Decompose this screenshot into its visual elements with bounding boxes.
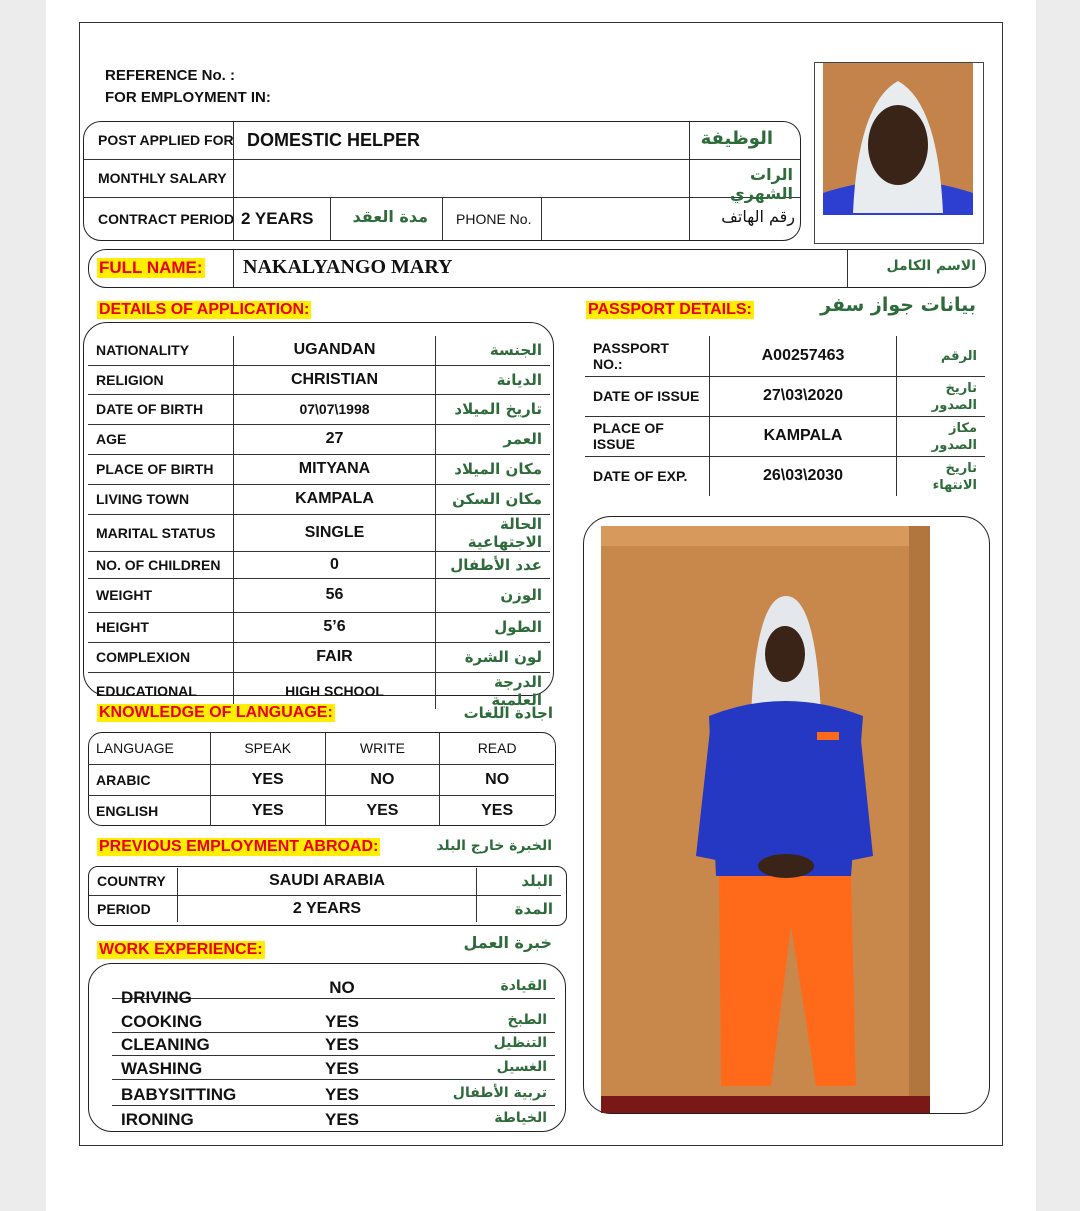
application-value: 5’6 — [234, 612, 436, 642]
application-value: HIGH SCHOOL — [234, 672, 436, 709]
salary-label: MONTHLY SALARY — [98, 170, 227, 186]
passport-row — [585, 336, 985, 376]
passport-arabic-text: الرقم — [940, 349, 977, 365]
application-row — [88, 578, 550, 612]
language-name: ARABIC — [88, 764, 210, 795]
phone-arabic: رقم الهاتف — [721, 207, 795, 226]
language-heading: KNOWLEDGE OF LANGUAGE: — [99, 704, 333, 721]
application-label: MARITAL STATUS — [88, 514, 234, 551]
application-arabic-text: الجنسة — [489, 341, 542, 360]
phone-label: PHONE No. — [456, 211, 532, 227]
application-arabic — [436, 365, 551, 394]
work-row — [112, 1055, 555, 1080]
application-label: NO. OF CHILDREN — [88, 551, 234, 578]
work-arabic: تربية الأطفال — [452, 1085, 547, 1101]
previous-row — [89, 895, 561, 922]
application-arabic-text: لون الشرة — [464, 648, 542, 666]
application-arabic-text: الديانة — [496, 370, 542, 389]
passport-label: PASSPORT NO.: — [585, 336, 710, 376]
language-value: YES — [210, 764, 325, 795]
full-body-photo — [601, 526, 930, 1113]
language-value: YES — [210, 795, 325, 826]
language-name: ENGLISH — [88, 795, 210, 826]
application-heading: DETAILS OF APPLICATION: — [99, 301, 310, 318]
work-heading-arabic: خبرة العمل — [463, 933, 552, 952]
application-arabic — [436, 424, 551, 454]
work-value: YES — [324, 1110, 360, 1129]
work-row — [112, 1008, 555, 1033]
divider — [847, 250, 848, 287]
work-skill: CLEANING — [121, 1035, 210, 1054]
application-row — [88, 454, 550, 484]
application-arabic-text: الدرجة العلمية — [491, 672, 542, 709]
application-value: 56 — [234, 578, 436, 612]
application-arabic — [436, 394, 551, 424]
divider — [330, 197, 331, 240]
passport-heading: PASSPORT DETAILS: — [588, 301, 752, 318]
passport-value: 26\03\2030 — [710, 456, 897, 496]
application-row — [88, 551, 550, 578]
work-skill: IRONING — [121, 1110, 194, 1129]
previous-heading: PREVIOUS EMPLOYMENT ABROAD: — [99, 838, 379, 855]
previous-table — [89, 868, 561, 922]
work-skill: DRIVING — [121, 988, 192, 1007]
application-label: AGE — [88, 424, 234, 454]
work-value: YES — [324, 1059, 360, 1078]
application-table — [88, 336, 550, 709]
work-row — [112, 974, 555, 1007]
application-value: 07\07\1998 — [234, 394, 436, 424]
language-value: NO — [325, 764, 440, 795]
previous-heading-arabic: الخبرة خارج البلد — [436, 838, 552, 854]
work-arabic: الغسيل — [496, 1059, 547, 1075]
work-value: YES — [324, 1085, 360, 1104]
application-value: KAMPALA — [234, 484, 436, 514]
application-arabic — [436, 514, 551, 551]
language-value: YES — [440, 795, 554, 826]
application-value: 0 — [234, 551, 436, 578]
full-name-label: FULL NAME: — [99, 258, 203, 277]
passport-arabic-text: تاريخ الصدور — [931, 381, 977, 413]
application-arabic — [436, 578, 551, 612]
passport-value: 27\03\2020 — [710, 376, 897, 416]
application-label: NATIONALITY — [88, 336, 234, 365]
application-row — [88, 394, 550, 424]
application-arabic-text: العمر — [503, 430, 542, 448]
headshot-photo — [823, 63, 973, 215]
divider — [84, 159, 800, 160]
previous-label: PERIOD — [89, 895, 178, 922]
full-name-value: NAKALYANGO MARY — [243, 256, 453, 278]
application-arabic — [436, 612, 551, 642]
passport-arabic — [897, 416, 986, 456]
application-arabic — [436, 454, 551, 484]
salary-arabic: الرات الشهري — [730, 165, 793, 203]
application-arabic — [436, 484, 551, 514]
passport-row — [585, 456, 985, 496]
full-name-arabic: الاسم الكامل — [886, 258, 976, 274]
passport-value: A00257463 — [710, 336, 897, 376]
contract-label: CONTRACT PERIOD — [98, 211, 235, 227]
contract-value: 2 YEARS — [241, 209, 314, 228]
application-arabic — [436, 551, 551, 578]
passport-row — [585, 416, 985, 456]
passport-arabic — [897, 456, 986, 496]
application-row — [88, 612, 550, 642]
work-value: YES — [324, 1012, 360, 1031]
previous-label: COUNTRY — [89, 868, 178, 895]
language-header-cell: READ — [440, 733, 554, 764]
application-value: UGANDAN — [234, 336, 436, 365]
language-header-row — [88, 733, 554, 764]
application-arabic — [436, 336, 551, 365]
work-skill: BABYSITTING — [121, 1085, 237, 1104]
previous-arabic — [477, 868, 562, 895]
work-arabic: القيادة — [500, 978, 547, 994]
work-arabic: الخياطة — [494, 1110, 547, 1126]
passport-table — [585, 336, 985, 496]
passport-arabic-text: تاريخ الانتهاء — [932, 461, 977, 494]
work-row — [112, 1031, 555, 1056]
application-arabic-text: تاريخ الميلاد — [454, 400, 542, 418]
work-row — [112, 1081, 555, 1106]
reference-label: REFERENCE No. : — [105, 67, 236, 84]
application-arabic-text: الوزن — [500, 586, 542, 604]
application-value: FAIR — [234, 642, 436, 672]
employment-label: FOR EMPLOYMENT IN: — [105, 89, 271, 106]
divider — [442, 197, 443, 240]
application-label: COMPLEXION — [88, 642, 234, 672]
passport-arabic — [897, 376, 986, 416]
passport-arabic-text: مكاز الصدور — [931, 421, 977, 453]
passport-label: DATE OF EXP. — [585, 456, 710, 496]
work-arabic: التنظيل — [493, 1035, 547, 1051]
post-label: POST APPLIED FOR — [98, 132, 234, 148]
language-value: NO — [440, 764, 554, 795]
application-row — [88, 642, 550, 672]
application-arabic — [436, 642, 551, 672]
divider — [541, 197, 542, 240]
application-row — [88, 424, 550, 454]
application-row — [88, 365, 550, 394]
language-row — [88, 795, 554, 826]
previous-arabic-text: البلد — [521, 872, 553, 891]
language-heading-arabic: اجادة اللغات — [463, 704, 553, 722]
previous-value: 2 YEARS — [178, 895, 477, 922]
contract-arabic: مدة العقد — [352, 207, 428, 226]
passport-label: DATE OF ISSUE — [585, 376, 710, 416]
language-header-cell: LANGUAGE — [88, 733, 210, 764]
application-label: WEIGHT — [88, 578, 234, 612]
application-arabic-text: عدد الأطفال — [450, 555, 542, 574]
previous-arabic — [477, 895, 562, 922]
work-skill: COOKING — [121, 1012, 203, 1031]
application-arabic-text: مكان الميلاد — [454, 460, 542, 478]
application-value: CHRISTIAN — [234, 365, 436, 394]
language-table — [88, 733, 554, 826]
language-row — [88, 764, 554, 795]
application-arabic-text: الحالة الاجتهاعية — [467, 514, 542, 551]
application-row — [88, 484, 550, 514]
passport-label: PLACE OF ISSUE — [585, 416, 710, 456]
language-header-cell: WRITE — [325, 733, 440, 764]
application-value: SINGLE — [234, 514, 436, 551]
divider — [233, 250, 234, 287]
work-arabic: الطبخ — [507, 1012, 547, 1028]
application-arabic-text: مكان السكن — [452, 490, 542, 508]
application-label: HEIGHT — [88, 612, 234, 642]
application-row — [88, 514, 550, 551]
application-label: LIVING TOWN — [88, 484, 234, 514]
passport-value: KAMPALA — [710, 416, 897, 456]
application-row — [88, 336, 550, 365]
language-header-cell: SPEAK — [210, 733, 325, 764]
passport-arabic — [897, 336, 986, 376]
language-value: YES — [325, 795, 440, 826]
work-row — [112, 1106, 555, 1130]
passport-heading-arabic: بيانات جواز سفر — [820, 294, 976, 316]
application-label: EDUCATIONAL — [88, 672, 234, 709]
previous-row — [89, 868, 561, 895]
work-value: YES — [324, 1035, 360, 1054]
application-arabic-text: الطول — [494, 618, 542, 636]
divider — [689, 122, 690, 240]
work-heading: WORK EXPERIENCE: — [99, 941, 263, 958]
previous-value: SAUDI ARABIA — [178, 868, 477, 895]
work-skill: WASHING — [121, 1059, 203, 1078]
passport-row — [585, 376, 985, 416]
application-label: PLACE OF BIRTH — [88, 454, 234, 484]
application-label: RELIGION — [88, 365, 234, 394]
post-value: DOMESTIC HELPER — [247, 130, 421, 150]
work-value: NO — [329, 978, 355, 997]
application-value: 27 — [234, 424, 436, 454]
application-value: MITYANA — [234, 454, 436, 484]
previous-arabic-text: المدة — [514, 899, 553, 918]
application-label: DATE OF BIRTH — [88, 394, 234, 424]
post-arabic: الوظيفة — [700, 128, 773, 149]
